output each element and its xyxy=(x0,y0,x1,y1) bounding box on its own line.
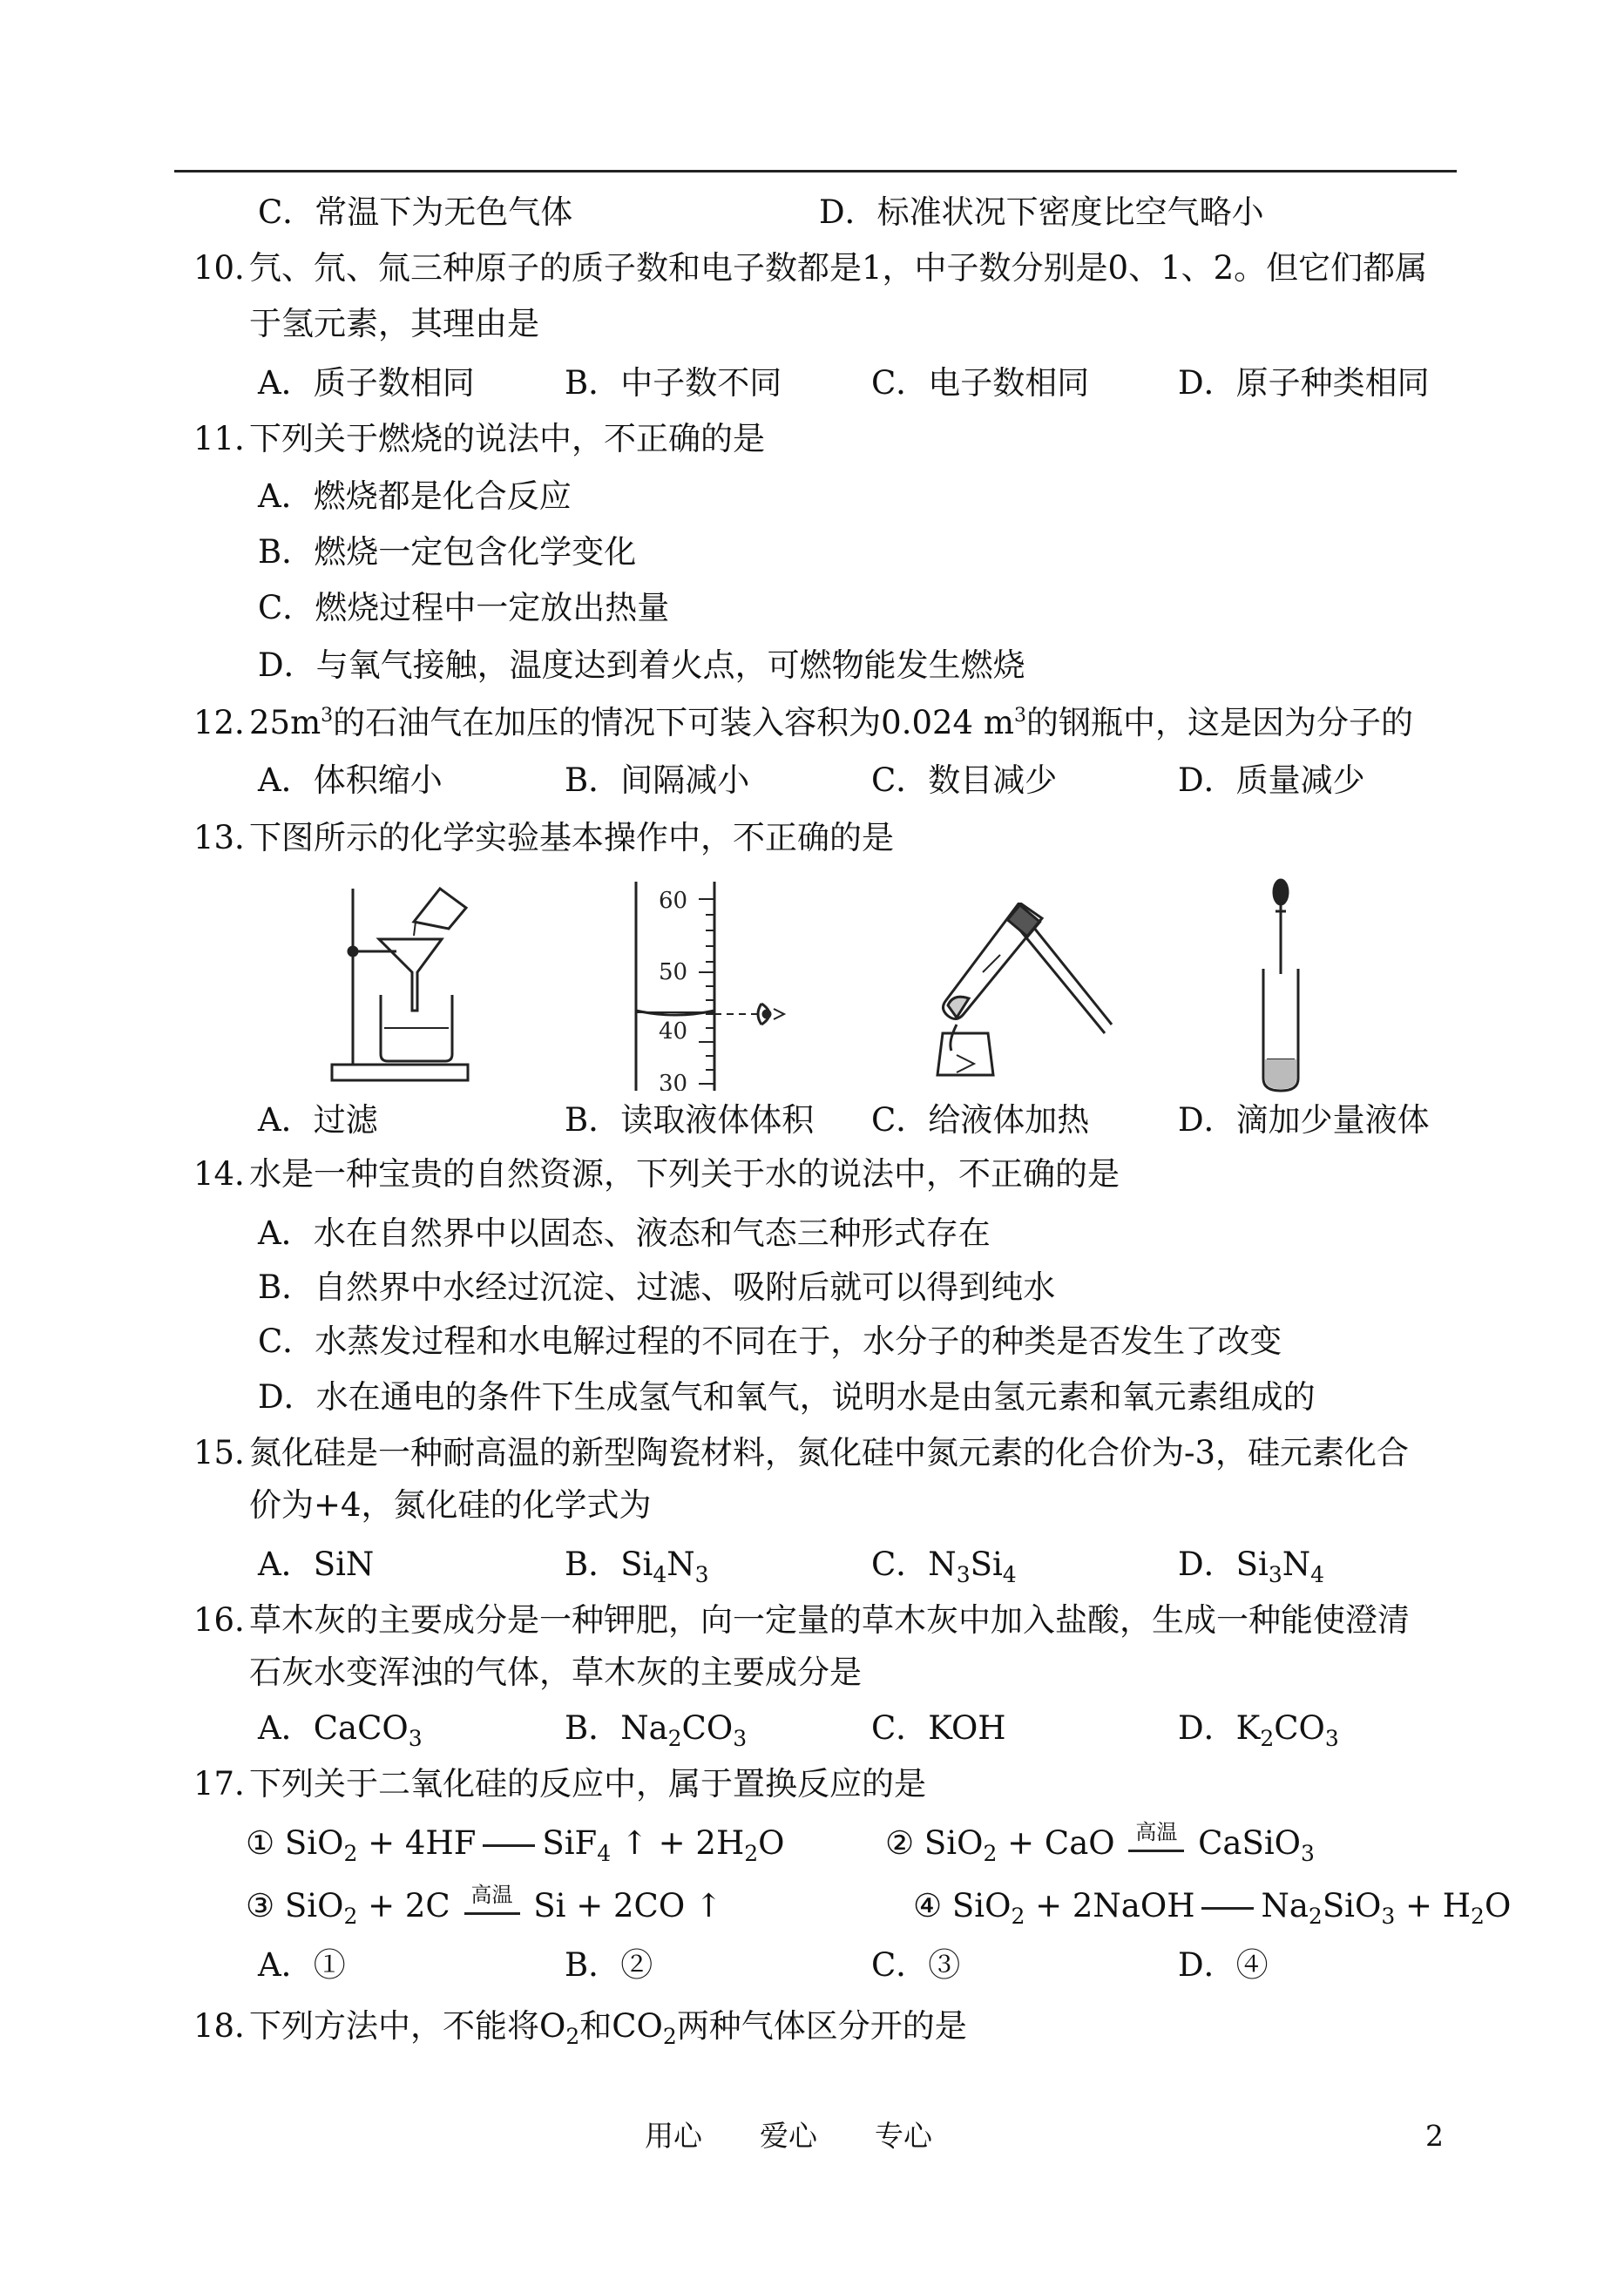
q11-option-c: C．燃烧过程中一定放出热量 xyxy=(258,589,670,626)
q16-option-d: D．$K_2CO_3$ xyxy=(1178,1709,1339,1751)
q17-option-c: C．③ xyxy=(871,1946,961,1984)
condition-high-temp: 高温 xyxy=(461,1891,524,1926)
q15-option-c: C．$N_3Si_4$ xyxy=(871,1546,1017,1587)
q16-option-a: A．CaCO$_3$ xyxy=(258,1709,423,1751)
header-rule xyxy=(174,170,1457,172)
q9-option-d: D．标准状况下密度比空气略小 xyxy=(819,193,1264,231)
q14-option-a: A．水在自然界中以固态、液态和气态三种形式存在 xyxy=(258,1214,991,1252)
q14-option-d: D．水在通电的条件下生成氢气和氧气，说明水是由氢元素和氧元素组成的 xyxy=(258,1378,1316,1416)
q10-text-line2: 于氢元素，其理由是 xyxy=(249,305,539,342)
scale-label-30: 30 xyxy=(659,1071,688,1091)
q14-text: 水是一种宝贵的自然资源，下列关于水的说法中，不正确的是 xyxy=(249,1155,1120,1193)
cylinder-reading-figure xyxy=(627,882,810,1091)
q16-text-line2: 石灰水变浑浊的气体，草木灰的主要成分是 xyxy=(249,1654,862,1691)
q13-option-b: B．读取液体体积 xyxy=(565,1101,815,1139)
q13-option-a: A．过滤 xyxy=(258,1101,378,1139)
q13-number: 13． xyxy=(193,819,267,856)
q15-option-a: A．SiN xyxy=(258,1546,375,1583)
filtration-figure xyxy=(327,871,492,1089)
q10-option-d: D．原子种类相同 xyxy=(1178,364,1430,402)
q10-option-c: C．电子数相同 xyxy=(871,364,1090,402)
q15-number: 15． xyxy=(193,1434,267,1471)
q17-option-a: A．① xyxy=(258,1946,346,1984)
q16-number: 16． xyxy=(193,1601,267,1639)
q13-option-c: C．给液体加热 xyxy=(871,1101,1090,1139)
q17-equation-4: ④ SiO$_2$ + 2NaOH $Na_2SiO_3 + H_2O$ xyxy=(913,1887,1512,1929)
q17-equation-1: ① SiO$_2$ + 4HF SiF$_4$ ↑ + $2H_2O$ xyxy=(246,1824,785,1866)
q11-option-d: D．与氧气接触，温度达到着火点，可燃物能发生燃烧 xyxy=(258,646,1025,684)
heating-liquid-figure xyxy=(922,903,1113,1086)
scale-label-40: 40 xyxy=(659,1018,688,1045)
q12-option-a: A．体积缩小 xyxy=(258,761,443,799)
q11-number: 11． xyxy=(193,420,267,457)
q15-option-d: D．$Si_3N_4$ xyxy=(1178,1546,1325,1587)
q12-number: 12． xyxy=(193,704,267,741)
q17-option-d: D．④ xyxy=(1178,1946,1269,1984)
q16-option-c: C．KOH xyxy=(871,1709,1006,1747)
q11-option-a: A．燃烧都是化合反应 xyxy=(258,477,572,515)
footer-motto: 用心 爱心 专心 xyxy=(645,2119,932,2153)
q10-number: 10． xyxy=(193,249,267,287)
q17-text: 下列关于二氧化硅的反应中，属于置换反应的是 xyxy=(249,1765,926,1803)
q11-option-b: B．燃烧一定包含化学变化 xyxy=(258,533,637,571)
q10-text-line1: 氕、氘、氚三种原子的质子数和电子数都是1，中子数分别是0、1、2。但它们都属 xyxy=(249,249,1428,287)
condition-high-temp: 高温 xyxy=(1125,1829,1188,1863)
q15-text-line1: 氮化硅是一种耐高温的新型陶瓷材料，氮化硅中氮元素的化合价为-3，硅元素化合 xyxy=(249,1434,1410,1471)
q17-option-b: B．② xyxy=(565,1946,653,1984)
q18-number: 18． xyxy=(193,2007,267,2045)
q12-option-c: C．数目减少 xyxy=(871,761,1058,799)
q15-option-b: B．$Si_4N_3$ xyxy=(565,1546,709,1587)
q12-option-b: B．间隔减小 xyxy=(565,761,750,799)
q9-option-c: C．常温下为无色气体 xyxy=(258,193,573,231)
q16-option-b: B．$Na_2CO_3$ xyxy=(565,1709,748,1751)
q18-text: 下列方法中，不能将$O_2$和$CO_2$两种气体区分开的是 xyxy=(249,2007,967,2049)
q17-equation-2: ② SiO$_2$ + CaO 高温 CaSiO$_3$ xyxy=(885,1819,1315,1866)
scale-label-60: 60 xyxy=(659,888,688,914)
q16-text-line1: 草木灰的主要成分是一种钾肥，向一定量的草木灰中加入盐酸，生成一种能使澄清 xyxy=(249,1601,1410,1639)
q11-text: 下列关于燃烧的说法中，不正确的是 xyxy=(249,420,765,457)
page-number: 2 xyxy=(1425,2119,1444,2153)
q17-equation-3: ③ SiO$_2$ + 2C 高温 Si + 2CO ↑ xyxy=(246,1882,722,1929)
q12-text: $25m^3$的石油气在加压的情况下可装入容积为0.024 $m^3$的钢瓶中，这是因为分子的 xyxy=(249,704,1413,741)
q15-text-line2: 价为+4，氮化硅的化学式为 xyxy=(249,1486,652,1524)
equals-bar xyxy=(483,1844,535,1847)
q14-option-c: C．水蒸发过程和水电解过程的不同在于，水分子的种类是否发生了改变 xyxy=(258,1322,1282,1360)
q13-option-d: D．滴加少量液体 xyxy=(1178,1101,1430,1139)
scale-label-50: 50 xyxy=(659,959,688,985)
equals-bar xyxy=(1201,1907,1254,1910)
dropper-figure xyxy=(1255,876,1307,1094)
q10-option-b: B．中子数不同 xyxy=(565,364,782,402)
q13-text: 下图所示的化学实验基本操作中，不正确的是 xyxy=(249,819,894,856)
q10-option-a: A．质子数相同 xyxy=(258,364,475,402)
q12-option-d: D．质量减少 xyxy=(1178,761,1365,799)
q14-number: 14． xyxy=(193,1155,267,1193)
q14-option-b: B．自然界中水经过沉淀、过滤、吸附后就可以得到纯水 xyxy=(258,1268,1056,1306)
q17-number: 17． xyxy=(193,1765,267,1803)
